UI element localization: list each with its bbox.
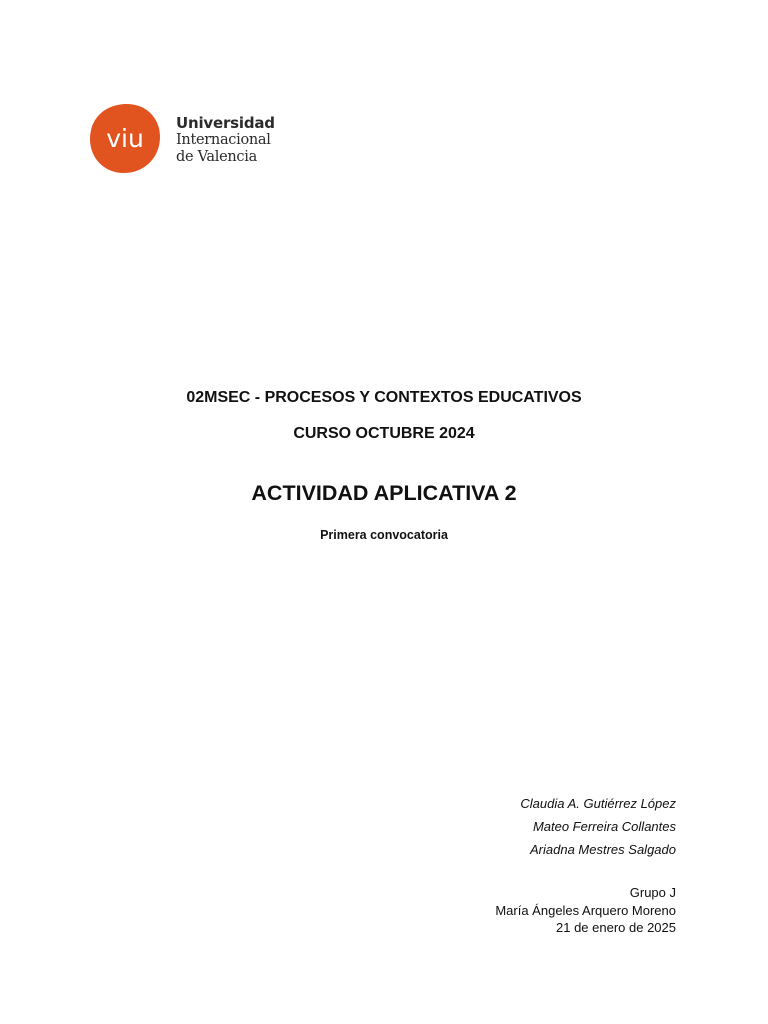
- viu-logo-mark: [88, 102, 162, 174]
- call-subtitle: Primera convocatoria: [320, 528, 448, 542]
- logo-mark-text: viu: [106, 124, 144, 153]
- author-name: Mateo Ferreira Collantes: [532, 819, 676, 834]
- author-list: [520, 792, 676, 861]
- submission-date: 21 de enero de 2025: [556, 920, 676, 935]
- logo-line-internacional: Internacional: [176, 132, 271, 148]
- author-name: Claudia A. Gutiérrez López: [520, 796, 676, 811]
- course-title: 02MSEC - PROCESOS Y CONTEXTOS EDUCATIVOS: [186, 389, 582, 406]
- logo-line-universidad: Universidad: [176, 114, 275, 132]
- activity-title: ACTIVIDAD APLICATIVA 2: [251, 481, 517, 505]
- teacher-name: María Ángeles Arquero Moreno: [495, 902, 676, 918]
- university-logo: [88, 102, 288, 176]
- submission-info: [495, 884, 676, 937]
- logo-wordmark: [176, 115, 275, 166]
- course-term: CURSO OCTUBRE 2024: [293, 425, 475, 442]
- group-label: Grupo J: [629, 885, 676, 900]
- logo-line-valencia: de Valencia: [176, 149, 257, 165]
- author-name: Ariadna Mestres Salgado: [530, 842, 676, 857]
